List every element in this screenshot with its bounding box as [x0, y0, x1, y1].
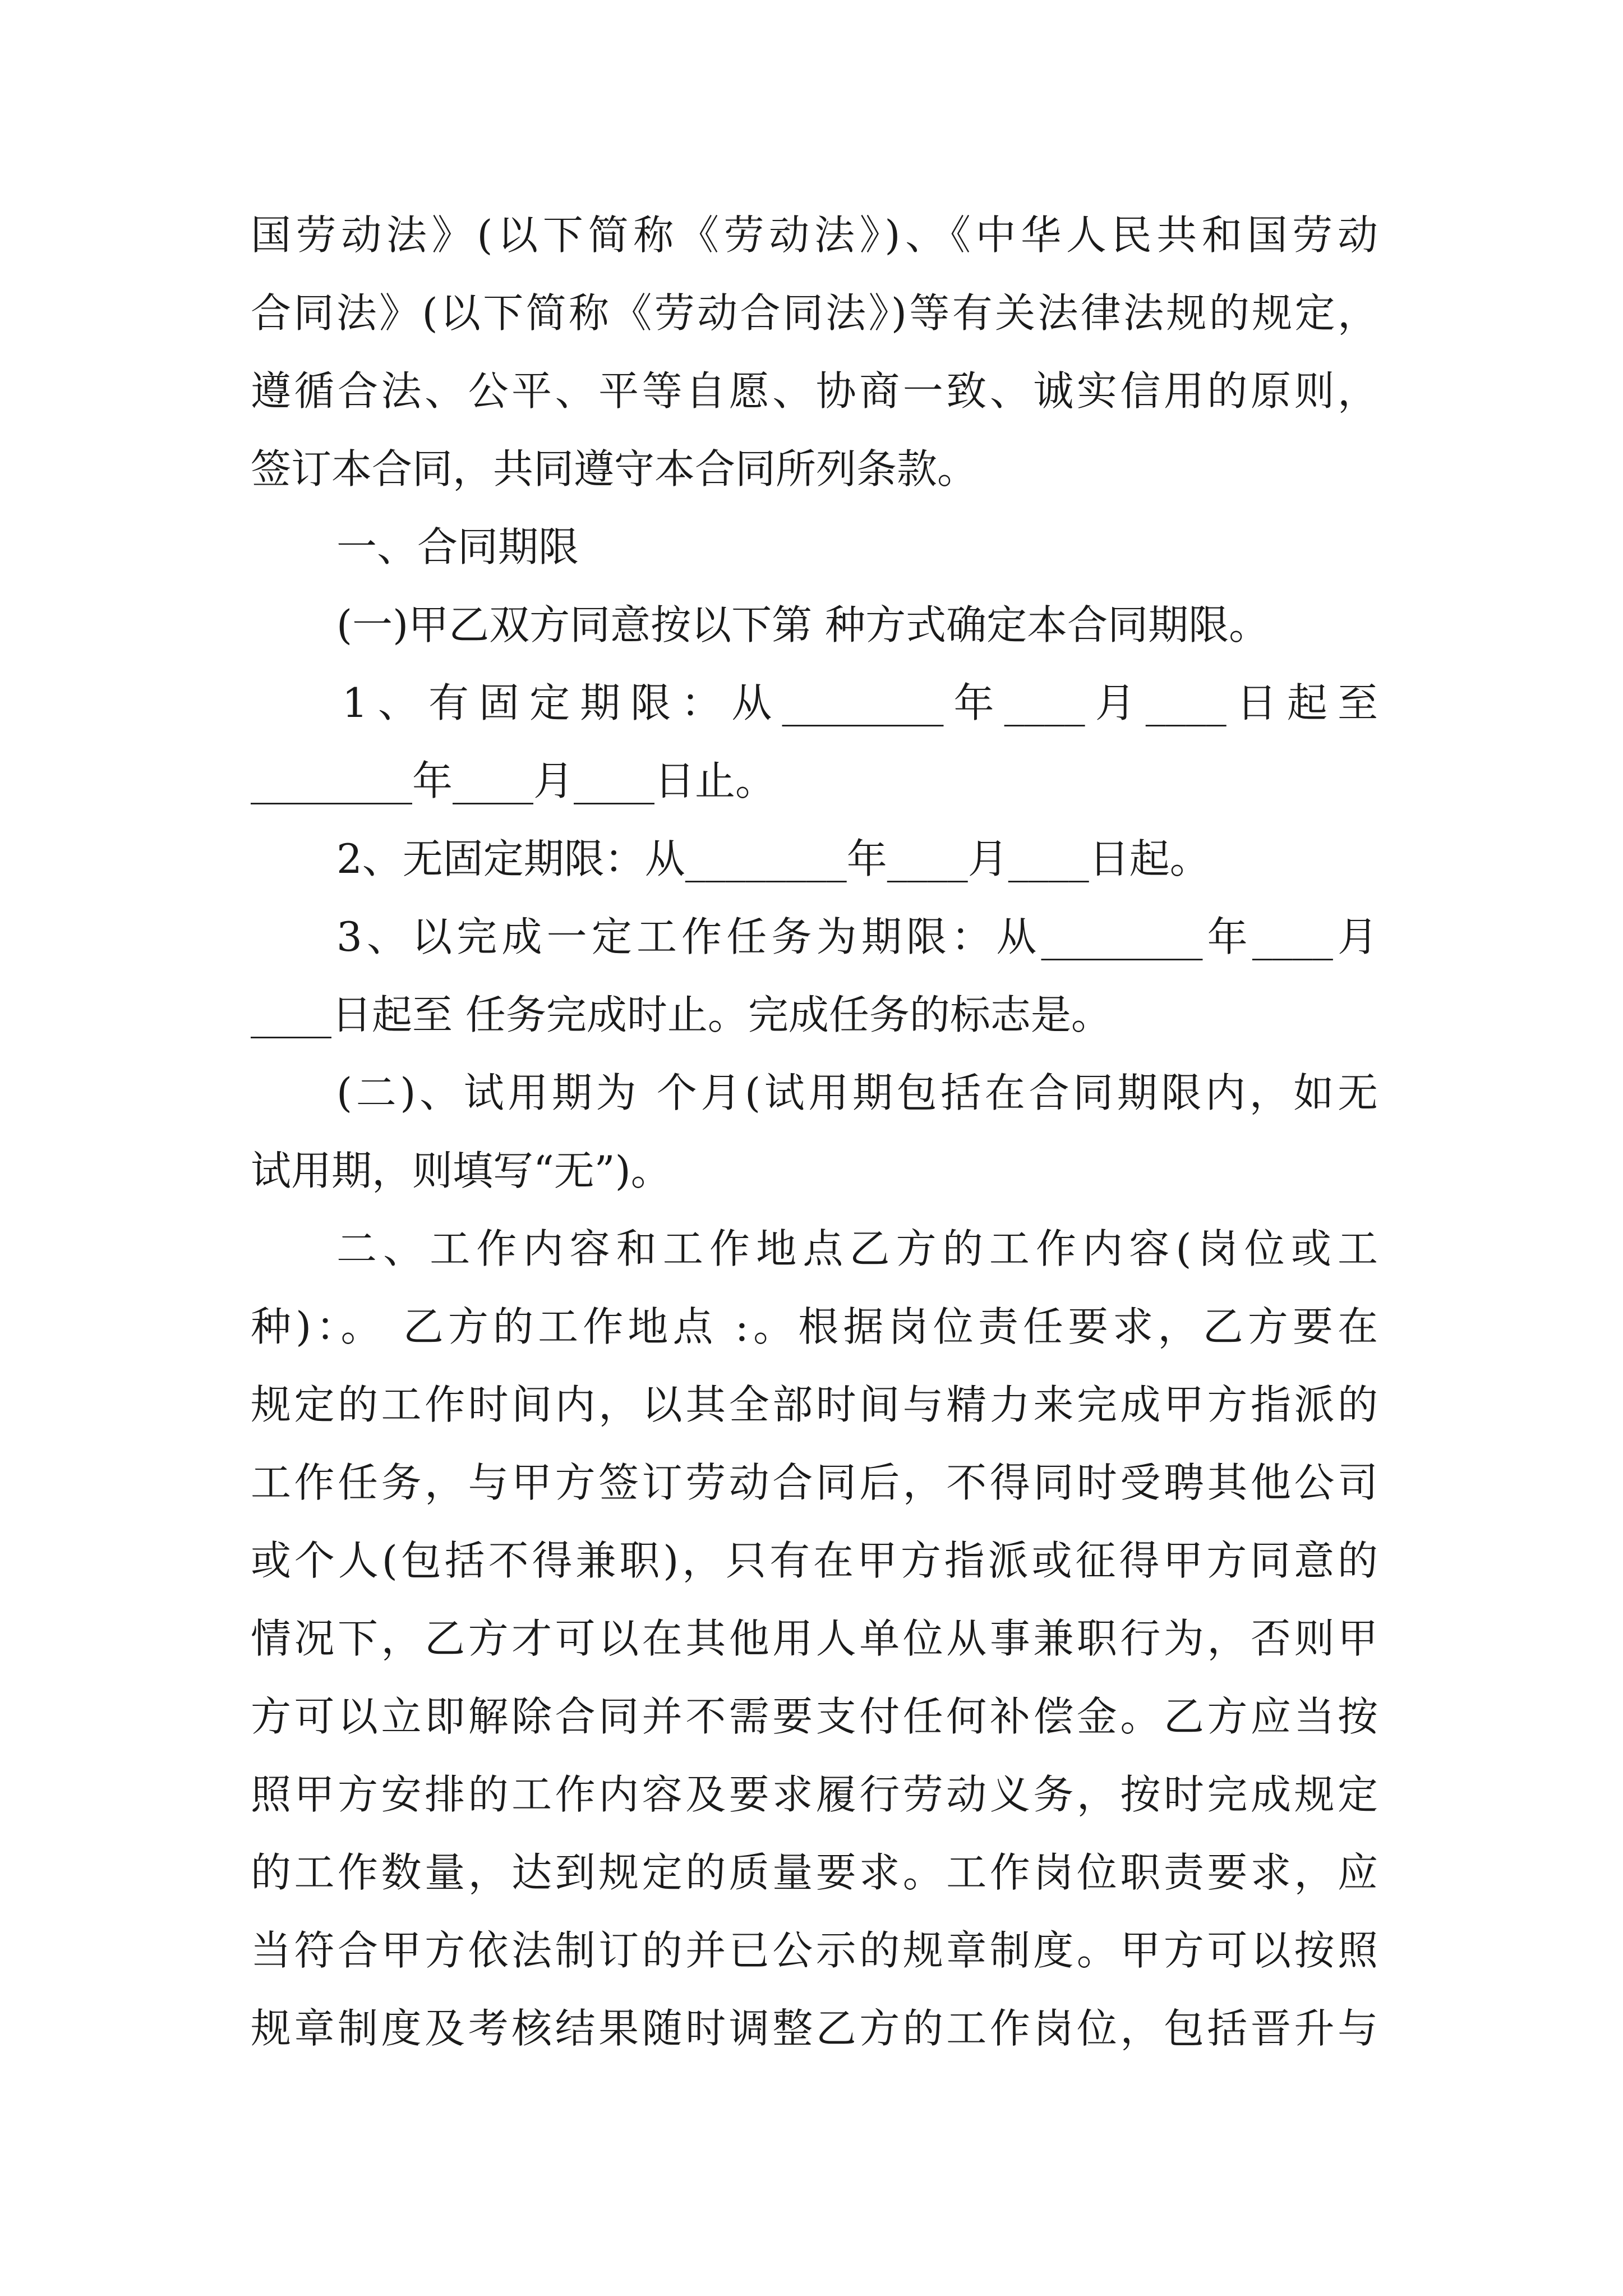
paragraph-line: 照甲方安排的工作内容及要求履行劳动义务，按时完成规定 [251, 1771, 1378, 1818]
paragraph-line: 的工作数量，达到规定的质量要求。工作岗位职责要求，应 [251, 1849, 1378, 1896]
paragraph-line: 1、有固定期限：从________年____月____日起至 [342, 679, 1378, 726]
paragraph-line: ________年____月____日止。 [251, 757, 776, 804]
paragraph-line: 合同法》(以下简称《劳动合同法》)等有关法律法规的规定， [251, 289, 1378, 337]
paragraph-line: 国劳动法》(以下简称《劳动法》)、《中华人民共和国劳动 [251, 211, 1378, 259]
paragraph-line: 3、以完成一定工作任务为期限：从________年____月 [336, 913, 1378, 960]
paragraph-line: 2、无固定期限：从________年____月____日起。 [336, 835, 1210, 882]
paragraph-line: ____日起至 任务完成时止。完成任务的标志是。 [251, 991, 1112, 1038]
paragraph-line: 遵循合法、公平、平等自愿、协商一致、诚实信用的原则， [251, 367, 1378, 415]
paragraph-line: 种)：。 乙方的工作地点 :。根据岗位责任要求，乙方要在 [251, 1303, 1378, 1350]
paragraph-line: 当符合甲方依法制订的并已公示的规章制度。甲方可以按照 [251, 1927, 1378, 1974]
paragraph-line: (一)甲乙双方同意按以下第 种方式确定本合同期限。 [336, 601, 1270, 648]
paragraph-line: 情况下，乙方才可以在其他用人单位从事兼职行为，否则甲 [251, 1615, 1378, 1662]
paragraph-line: 工作任务，与甲方签订劳动合同后，不得同时受聘其他公司 [251, 1459, 1378, 1506]
paragraph-line: 规定的工作时间内，以其全部时间与精力来完成甲方指派的 [251, 1381, 1378, 1428]
paragraph-line: 方可以立即解除合同并不需要支付任何补偿金。乙方应当按 [251, 1693, 1378, 1740]
paragraph-line: 试用期，则填写“无”)。 [251, 1147, 671, 1194]
section-heading: 一、合同期限 [336, 523, 579, 570]
section-heading: 二、工作内容和工作地点乙方的工作内容(岗位或工 [336, 1225, 1378, 1272]
paragraph-line: (二)、试用期为 个月(试用期包括在合同期限内，如无 [336, 1069, 1378, 1116]
paragraph-line: 签订本合同，共同遵守本合同所列条款。 [251, 445, 978, 493]
paragraph-line: 或个人(包括不得兼职)，只有在甲方指派或征得甲方同意的 [251, 1537, 1378, 1584]
paragraph-line: 规章制度及考核结果随时调整乙方的工作岗位，包括晋升与 [251, 2005, 1378, 2052]
